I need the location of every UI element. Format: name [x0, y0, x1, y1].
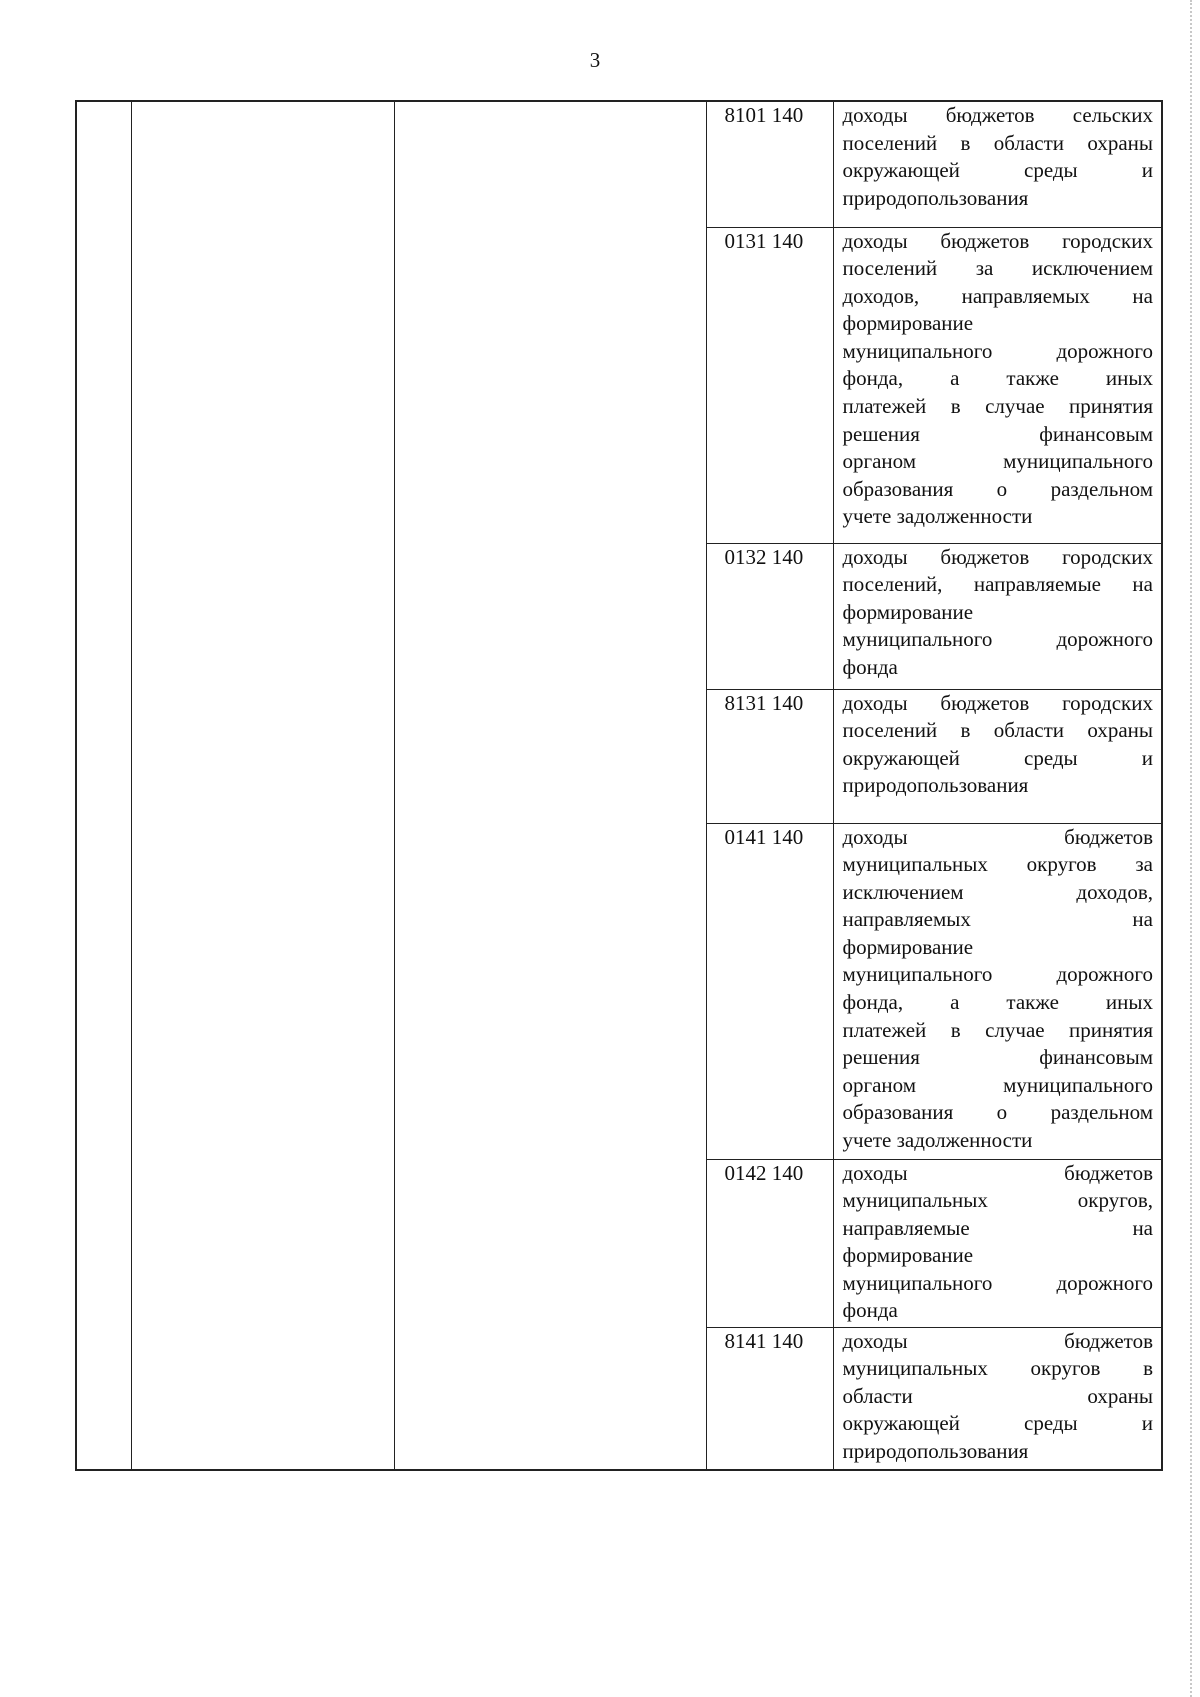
description-cell: [833, 101, 1162, 227]
table-row: [76, 101, 1162, 227]
description-cell: [833, 1159, 1162, 1327]
description-line: формирование: [842, 311, 974, 336]
code-cell: 0142 140: [706, 1159, 833, 1327]
description-line: доходы бюджетов: [842, 824, 1153, 849]
description-line: окружающей среды и: [842, 1411, 1153, 1436]
description-cell: [833, 1327, 1162, 1470]
empty-cell-col2: [131, 101, 394, 1470]
code-cell: 0131 140: [706, 227, 833, 543]
description-line: формирование: [842, 934, 974, 959]
description-line: окружающей среды и: [842, 158, 1153, 183]
code-cell: 8101 140: [706, 101, 833, 227]
description-line: поселений в области охраны: [842, 718, 1153, 743]
description-line: поселений, направляемые на: [842, 572, 1153, 597]
description-line: платежей в случае принятия: [842, 1017, 1153, 1042]
description-line: муниципальных округов,: [842, 1188, 1153, 1213]
code-cell: 0132 140: [706, 543, 833, 689]
scan-edge-line: [1190, 0, 1194, 1697]
description-line: доходы бюджетов городских: [842, 544, 1153, 569]
page-number: 3: [589, 48, 601, 72]
description-line: области охраны: [842, 1383, 1153, 1408]
description-line: исключением доходов,: [842, 879, 1153, 904]
description-line: доходы бюджетов городских: [842, 690, 1153, 715]
description-line: доходов, направляемых на: [842, 283, 1153, 308]
description-cell: [833, 689, 1162, 823]
description-line: доходы бюджетов: [842, 1328, 1153, 1353]
budget-codes-table: [75, 100, 1163, 1471]
description-line: органом муниципального: [842, 449, 1153, 474]
description-cell: [833, 543, 1162, 689]
description-line: формирование: [842, 1243, 974, 1268]
description-line: направляемых на: [842, 907, 1153, 932]
description-line: доходы бюджетов: [842, 1160, 1153, 1185]
description-line: учете задолженности: [842, 504, 1033, 529]
description-line: фонда, а также иных: [842, 990, 1153, 1015]
description-line: доходы бюджетов городских: [842, 228, 1153, 253]
description-line: муниципального дорожного: [842, 338, 1153, 363]
description-cell: [833, 227, 1162, 543]
description-line: платежей в случае принятия: [842, 394, 1153, 419]
description-line: фонда: [842, 654, 898, 679]
description-line: формирование: [842, 599, 974, 624]
description-line: направляемые на: [842, 1215, 1153, 1240]
description-line: муниципальных округов в: [842, 1356, 1153, 1381]
description-line: поселений за исключением: [842, 256, 1153, 281]
description-line: фонда: [842, 1298, 898, 1323]
table-body: [76, 101, 1162, 1470]
description-line: образования о раздельном: [842, 476, 1153, 501]
description-line: поселений в области охраны: [842, 130, 1153, 155]
description-line: окружающей среды и: [842, 745, 1153, 770]
description-line: решения финансовым: [842, 421, 1153, 446]
description-line: доходы бюджетов сельских: [842, 103, 1153, 127]
code-cell: 8141 140: [706, 1327, 833, 1470]
description-line: муниципального дорожного: [842, 1270, 1153, 1295]
empty-cell-col3: [394, 101, 706, 1470]
empty-cell-col1: [76, 101, 131, 1470]
description-cell: [833, 823, 1162, 1159]
description-line: образования о раздельном: [842, 1100, 1153, 1125]
description-line: решения финансовым: [842, 1045, 1153, 1070]
description-line: муниципального дорожного: [842, 627, 1153, 652]
description-line: фонда, а также иных: [842, 366, 1153, 391]
description-line: учете задолженности: [842, 1128, 1033, 1153]
description-line: природопользования: [842, 185, 1029, 210]
code-cell: 0141 140: [706, 823, 833, 1159]
code-cell: 8131 140: [706, 689, 833, 823]
description-line: природопользования: [842, 1438, 1029, 1463]
description-line: органом муниципального: [842, 1072, 1153, 1097]
description-line: муниципальных округов за: [842, 852, 1153, 877]
description-line: муниципального дорожного: [842, 962, 1153, 987]
description-line: природопользования: [842, 773, 1029, 798]
